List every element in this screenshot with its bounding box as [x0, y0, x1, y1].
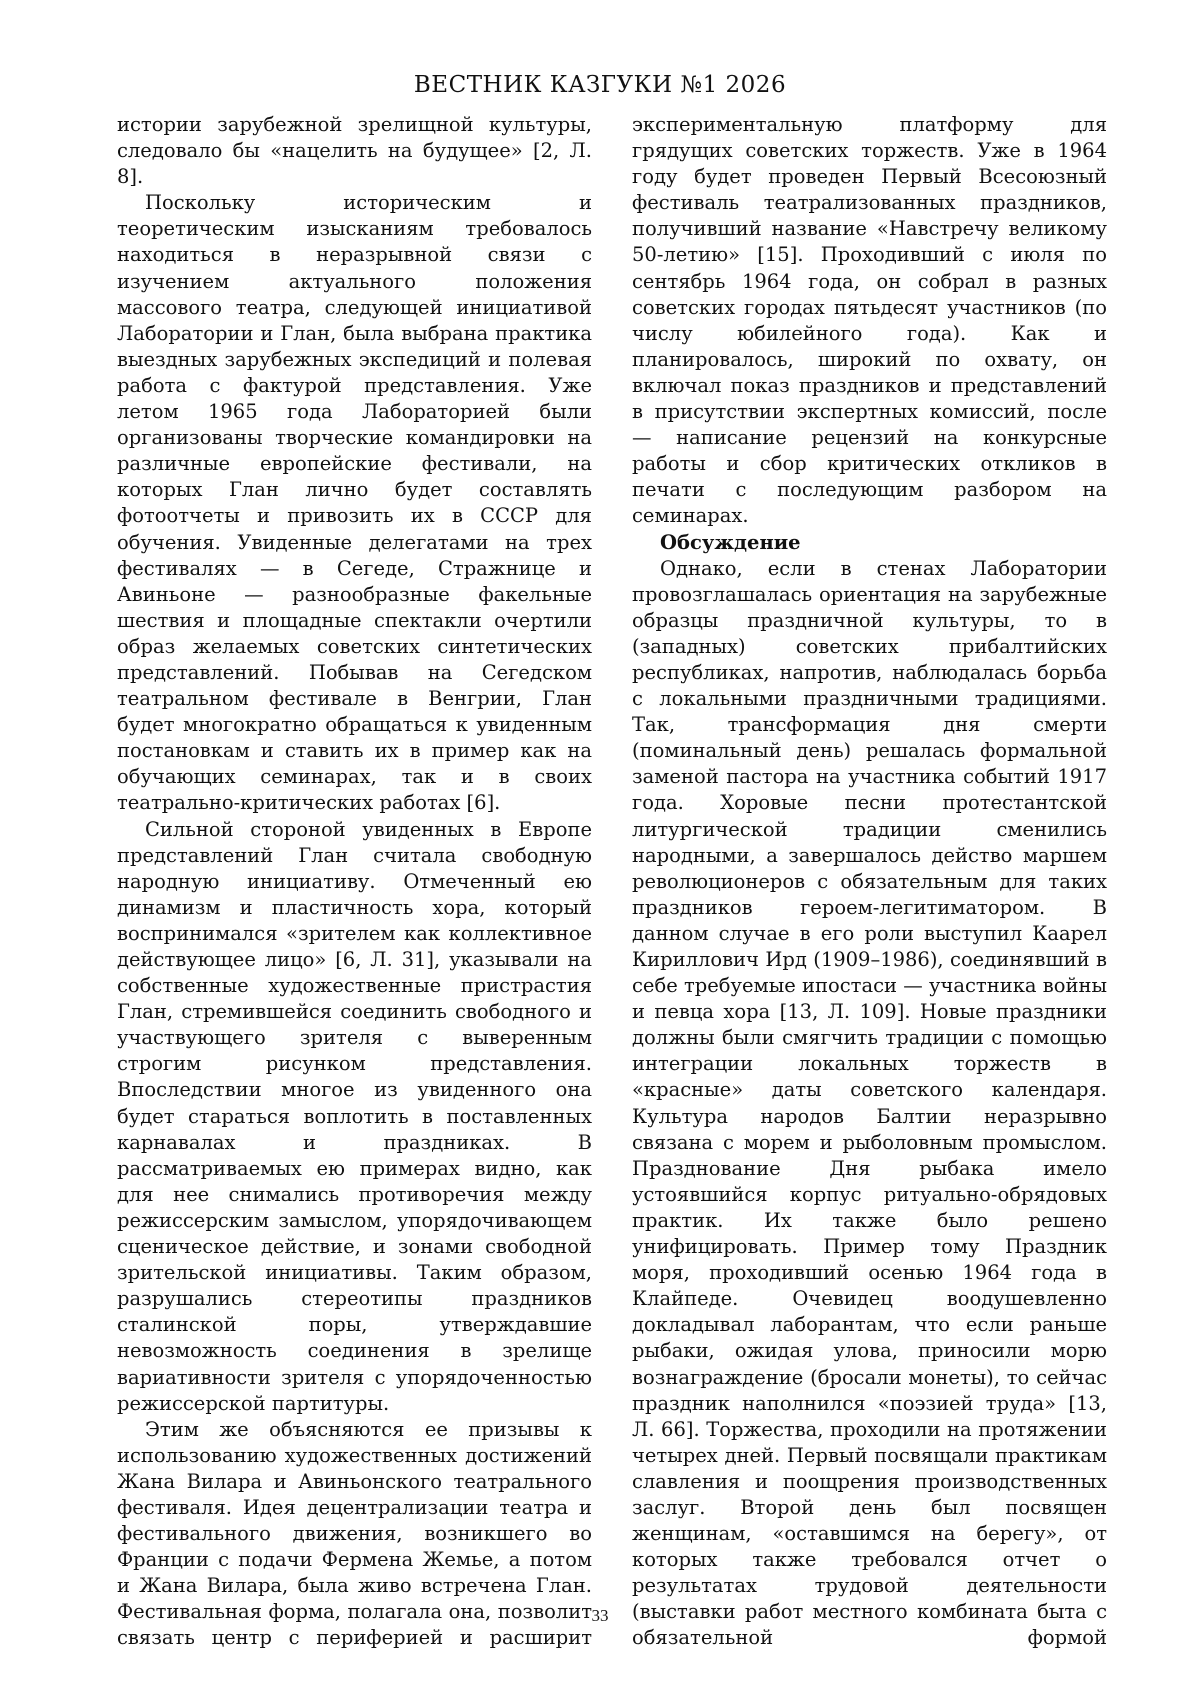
paragraph: экспериментальную платформу для грядущих советских торжеств. Уже в 1964 году будет проведен Первый Всесоюзный фестиваль театрализованных праздников, получивший название «Навстречу великому 50-летию» [15]. Проходивший с июля по сентябрь 1964 года, он собрал в разных советских городах пятьдесят участников (по числу юбилейного года). Как и планировалось, широкий по охвату, он включал показ праздников и представлений в присутствии экспертных комиссий, после — написание рецензий на конкурсные работы и сбор критических откликов в печати с последующим разбором на семинарах. [632, 113, 1107, 528]
page-number: 33 [591, 1606, 609, 1625]
paragraph: Этим же объясняются ее призывы к использованию художественных достижений Жана Вилара и Авиньонского театрального фестиваля. Идея децентрализации театра и фестивального движения, возникшего во Франции с подачи Фермена Жемье, а потом и Жана Вилара, была живо встречена Глан. Фестивальная форма, полагала она, позволит связать центр с периферией и расширит [117, 1417, 592, 1650]
paragraph: Однако, если в стенах Лаборатории провозглашалась ориентация на зарубежные образцы праздничной культуры, то в (западных) советских прибалтийских республиках, напротив, наблюдалась борьба с локальными праздничными традициями. Так, трансформация дня смерти (поминальный день) решалась формальной заменой пастора на участника событий 1917 года. Хоровые песни протестантской литургической традиции сменились народными, а завершалось действо маршем революционеров с обязательным для таких праздников героем-легитиматором. В данном случае в его роли выступил Каарел Кириллович Ирд (1909–1986), соединявший в себе требуемые ипостаси — участника войны и певца хора [13, Л. 109]. Новые праздники должны были смягчить традиции с помощью интеграции локальных торжеств в «красные» даты советского календаря. Культура народов Балтии неразрывно связана с морем и рыболовным промыслом. Празднование Дня рыбака имело устоявшийся корпус ритуально-обрядовых практик. Их также было решено унифицировать. Пример тому Праздник моря, проходивший осенью 1964 года в Клайпеде. Очевидец воодушевленно докладывал лаборантам, что если раньше рыбаки, ожидая улова, приносили морю вознаграждение (бросали монеты), то сейчас праздник наполнился «поэзией труда» [13, Л. 66]. Торжества, проходили на протяжении четырех дней. Первый посвящали практикам славления и поощрения производственных заслуг. Второй день был посвящен женщинам, «оставшимся на берегу», от которых также требовался отчет о результатах трудовой деятельности (выставки работ местного комбината быта с обязательной формой [632, 556, 1107, 1650]
journal-header: ВЕСТНИК КАЗГУКИ №1 2026 [413, 72, 787, 98]
left-column [117, 112, 592, 1652]
paragraph: Сильной стороной увиденных в Европе представлений Глан считала свободную народную инициативу. Отмеченный ею динамизм и пластичность хора, который воспринимался «зрителем как коллективное действующее лицо» [6, Л. 31], указывали на собственные художественные пристрастия Глан, стремившейся соединить свободного и участвующего зрителя с выверенным строгим рисунком представления. Впоследствии многое из увиденного она будет стараться воплотить в поставленных карнавалах и праздниках. В рассматриваемых ею примерах видно, как для нее снимались противоречия между режиссерским замыслом, упорядочивающем сценическое действие, и зонами свободной зрительской инициативы. Таким образом, разрушались стереотипы праздников сталинской поры, утверждавшие невозможность соединения в зрелище вариативности зрителя с упорядоченностью режиссерской партитуры. [117, 817, 592, 1415]
paragraph: истории зарубежной зрелищной культуры, следовало бы «нацелить на будущее» [2, Л. 8]. [117, 113, 592, 189]
article-body [117, 112, 1107, 1652]
section-heading: Обсуждение [660, 530, 801, 554]
right-column [632, 112, 1107, 1652]
paragraph: Поскольку историческим и теоретическим изысканиям требовалось находиться в неразрывной связи с изучением актуального положения массового театра, следующей инициативой Лаборатории и Глан, была выбрана практика выездных зарубежных экспедиций и полевая работа с фактурой представления. Уже летом 1965 года Лабораторией были организованы творческие командировки на различные европейские фестивали, на которых Глан лично будет составлять фотоотчеты и привозить их в СССР для обучения. Увиденные делегатами на трех фестивалях — в Сегеде, Стражнице и Авиньоне — разнообразные факельные шествия и площадные спектакли очертили образ желаемых советских синтетических представлений. Побывав на Сегедском театральном фестивале в Венгрии, Глан будет многократно обращаться к увиденным постановкам и ставить их в пример как на обучающих семинарах, так и в своих театрально-критических работах [6]. [117, 191, 592, 815]
